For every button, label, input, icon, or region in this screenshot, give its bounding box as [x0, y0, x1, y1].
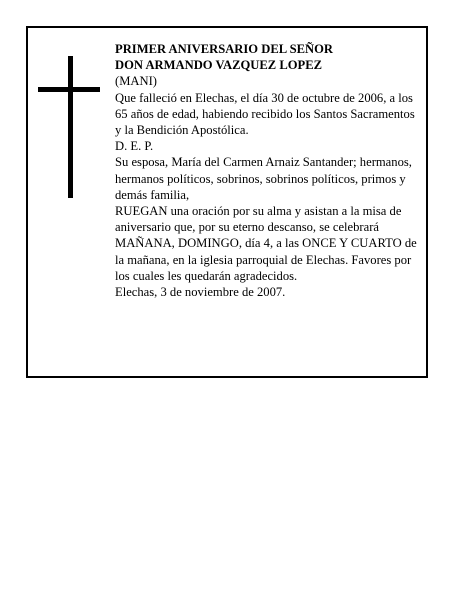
request-text: RUEGAN una oración por su alma y asistan a la misa de aniversario que, por su eterno descanso, se celebrará MAÑANA, DOMINGO, día 4, a las ONCE Y CUARTO de la mañana, en la iglesia parroquial de Elechas. Favores por los cuales les quedarán agradecidos.	[115, 204, 417, 283]
title-line-2: DON ARMANDO VAZQUEZ LOPEZ	[115, 58, 323, 73]
title-line-1: PRIMER ANIVERSARIO DEL SEÑOR	[115, 42, 333, 56]
death-info: Que falleció en Elechas, el día 30 de octubre de 2006, a los 65 años de edad, habiendo recibido los Santos Sacramentos y la Bendición Apostólica.	[115, 90, 415, 138]
family-text: Su esposa, María del Carmen Arnaiz Santander; hermanos, hermanos políticos, sobrinos, sobrinos políticos, primos y demás familia,	[115, 155, 412, 202]
rip-text: D. E. P.	[115, 139, 154, 154]
nickname: (MANI)	[115, 74, 157, 89]
obituary-notice	[26, 26, 428, 378]
notice-text	[115, 41, 420, 300]
place-date: Elechas, 3 de noviembre de 2007.	[115, 285, 286, 300]
